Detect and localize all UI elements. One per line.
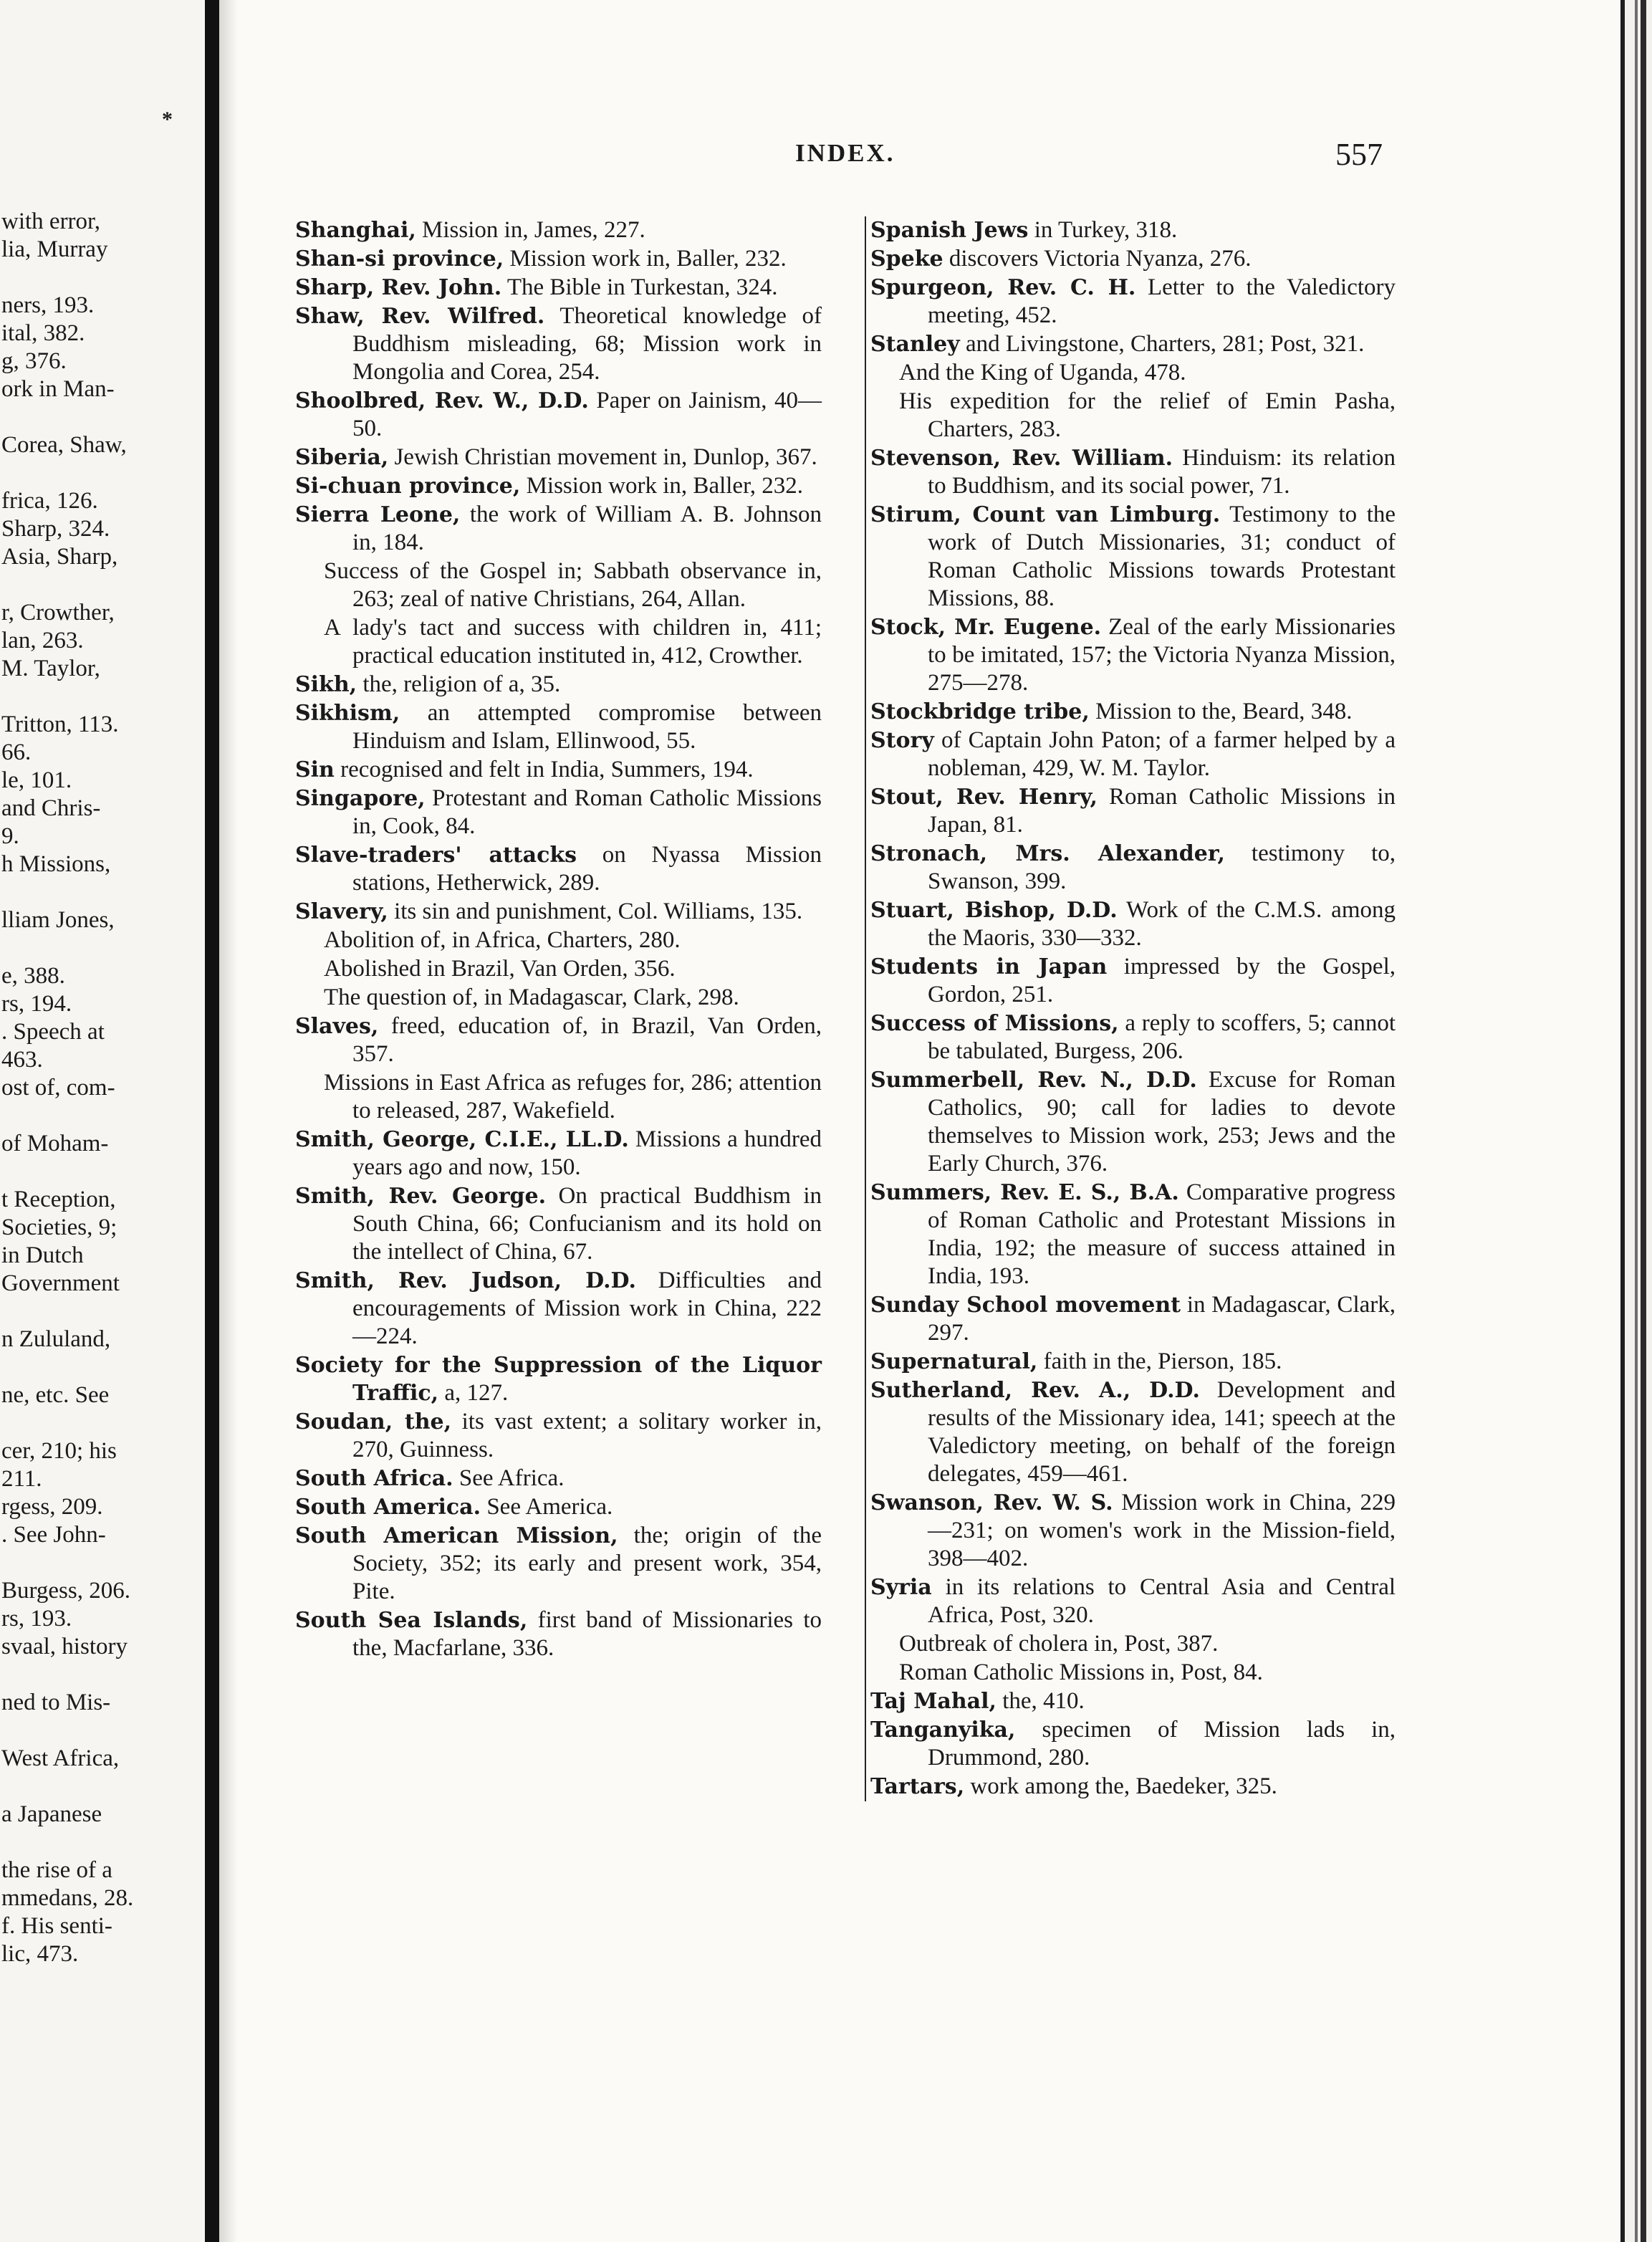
- facing-page-line: 9.: [1, 823, 19, 849]
- entry-text: Outbreak of cholera in, Post, 387.: [899, 1631, 1219, 1657]
- entry-heading: Success of Missions,: [870, 1011, 1119, 1036]
- entry-heading: Shanghai,: [295, 218, 416, 243]
- facing-page-fragment: [0, 0, 205, 2242]
- entry-heading: Syria: [870, 1575, 932, 1600]
- facing-page-line: [1, 403, 205, 431]
- index-subentry: [870, 359, 1396, 387]
- facing-page-line: [1, 1158, 205, 1186]
- entry-text: and Livingstone, Charters, 281; Post, 321.: [965, 331, 1365, 357]
- entry-text: Paper on Jainism, 40—50.: [352, 388, 822, 441]
- entry-heading: Slaves,: [295, 1014, 379, 1039]
- entry-heading: Students in Japan: [870, 954, 1108, 979]
- entry-text: Roman Catholic Missions in, Post, 84.: [899, 1659, 1263, 1685]
- facing-page-line: . See John-: [1, 1522, 106, 1548]
- entry-text: Mission work in, Baller, 232.: [526, 473, 803, 499]
- entry-heading: Slave-traders' attacks: [295, 843, 577, 868]
- facing-page-line: ners, 193.: [1, 292, 95, 318]
- facing-page-line: [1, 1549, 205, 1577]
- index-entry: [870, 698, 1396, 726]
- facing-page-line: ne, etc. See: [1, 1382, 110, 1408]
- entry-text: The Bible in Turkestan, 324.: [506, 274, 778, 300]
- entry-text: Testimony to the work of Dutch Missionaries, 31; conduct of Roman Catholic Missions towards Protestant Missions, 88.: [928, 502, 1396, 611]
- entry-text: Abolition of, in Africa, Charters, 280.: [324, 927, 681, 953]
- entry-text: Theoretical knowledge of Buddhism misleading, 68; Mission work in Mongolia and Corea, 254.: [352, 303, 822, 385]
- index-entry: [295, 1522, 822, 1606]
- index-entry: [870, 840, 1396, 896]
- entry-heading: Stronach, Mrs. Alexander,: [870, 841, 1225, 866]
- index-entry: [870, 1573, 1396, 1629]
- entry-heading: Sin: [295, 757, 335, 782]
- entry-heading: Stuart, Bishop, D.D.: [870, 898, 1118, 923]
- facing-page-line: a Japanese: [1, 1801, 102, 1827]
- entry-heading: Si-chuan province,: [295, 474, 521, 499]
- index-subentry: [295, 1069, 822, 1125]
- entry-text: the, religion of a, 35.: [362, 671, 561, 697]
- index-entry: [870, 1179, 1396, 1290]
- index-entry: [295, 302, 822, 386]
- facing-page-line: n Zululand,: [1, 1326, 111, 1352]
- facing-page-line: [1, 264, 205, 292]
- entry-text: in Madagascar, Clark, 297.: [928, 1292, 1396, 1346]
- book-spine: [205, 0, 219, 2242]
- entry-text: Missions in East Africa as refuges for, 286; attention to released, 287, Wakefield.: [324, 1070, 822, 1124]
- entry-text: His expedition for the relief of Emin Pasha, Charters, 283.: [899, 388, 1396, 442]
- facing-page-line: g, 376.: [1, 348, 67, 374]
- entry-heading: South America.: [295, 1495, 481, 1520]
- facing-page-line: M. Taylor,: [1, 656, 100, 681]
- entry-text: Zeal of the early Missionaries to be imitated, 157; the Victoria Nyanza Mission, 275—278.: [928, 614, 1396, 696]
- entry-text: freed, education of, in Brazil, Van Orden, 357.: [352, 1013, 822, 1067]
- entry-text: a reply to scoffers, 5; cannot be tabulated, Burgess, 206.: [928, 1010, 1396, 1064]
- facing-page-line: [1, 1773, 205, 1801]
- entry-text: on Nyassa Mission stations, Hetherwick, 289.: [352, 842, 822, 896]
- index-entry: [870, 501, 1396, 613]
- facing-page-line: 211.: [1, 1466, 42, 1492]
- index-entry: [870, 1687, 1396, 1715]
- facing-page-line: rgess, 209.: [1, 1494, 103, 1520]
- facing-page-line: lic, 473.: [1, 1941, 79, 1967]
- index-entry: [295, 1267, 822, 1351]
- index-subentry: [870, 1630, 1396, 1658]
- index-entry: [295, 501, 822, 557]
- page-edge: [1620, 0, 1652, 2242]
- index-entry: [295, 756, 822, 784]
- facing-page-line: [1, 1829, 205, 1857]
- entry-text: recognised and felt in India, Summers, 194.: [340, 757, 754, 782]
- facing-page-line: in Dutch: [1, 1242, 84, 1268]
- index-entry: [870, 1010, 1396, 1065]
- index-entry: [295, 444, 822, 471]
- edge-line: [1620, 0, 1625, 2242]
- facing-page-line: cer, 210; his: [1, 1438, 117, 1464]
- facing-page-line: [1, 683, 205, 711]
- facing-page-line: of Moham-: [1, 1131, 109, 1156]
- entry-text: Abolished in Brazil, Van Orden, 356.: [324, 956, 676, 982]
- entry-text: faith in the, Pierson, 185.: [1043, 1348, 1282, 1374]
- entry-text: its vast extent; a solitary worker in, 270, Guinness.: [352, 1409, 822, 1462]
- running-head: INDEX.: [795, 139, 895, 167]
- entry-heading: Spurgeon, Rev. C. H.: [870, 275, 1136, 300]
- facing-page-line: lliam Jones,: [1, 907, 115, 933]
- entry-text: Development and results of the Missionary idea, 141; speech at the Valedictory meeting, on behalf of the foreign delegates, 459—461.: [928, 1377, 1396, 1487]
- entry-text: the work of William A. B. Johnson in, 184.: [352, 502, 822, 555]
- entry-heading: Stout, Rev. Henry,: [870, 785, 1098, 810]
- entry-text: testimony to, Swanson, 399.: [928, 840, 1396, 894]
- entry-heading: Sikhism,: [295, 701, 400, 726]
- facing-page-line: [1, 571, 205, 599]
- index-entry: [295, 387, 822, 443]
- entry-heading: Stevenson, Rev. William.: [870, 446, 1173, 471]
- facing-page-line: ned to Mis-: [1, 1690, 111, 1715]
- facing-page-line: rs, 194.: [1, 991, 72, 1017]
- entry-heading: South Sea Islands,: [295, 1608, 528, 1633]
- facing-page-line: Sharp, 324.: [1, 516, 110, 542]
- index-entry: [295, 841, 822, 897]
- index-entry: [870, 216, 1396, 244]
- entry-heading: Sharp, Rev. John.: [295, 275, 502, 300]
- entry-heading: Stock, Mr. Eugene.: [870, 615, 1102, 640]
- index-entry: [295, 1182, 822, 1266]
- facing-page-line: t Reception,: [1, 1187, 116, 1212]
- entry-heading: Summers, Rev. E. S., B.A.: [870, 1180, 1179, 1205]
- entry-heading: Tartars,: [870, 1774, 965, 1799]
- entry-text: A lady's tact and success with children in, 411; practical education instituted in, 412, Crowther.: [324, 615, 822, 669]
- facing-page-line: mmedans, 28.: [1, 1885, 134, 1911]
- index-entry: [870, 613, 1396, 697]
- entry-heading: Swanson, Rev. W. S.: [870, 1490, 1113, 1515]
- index-entry: [870, 953, 1396, 1009]
- facing-page-line: f. His senti-: [1, 1913, 112, 1939]
- index-column-left: [295, 216, 822, 1663]
- index-entry: [870, 727, 1396, 782]
- entry-heading: Taj Mahal,: [870, 1689, 997, 1714]
- entry-text: Excuse for Roman Catholics, 90; call for ladies to devote themselves to Mission work, 253; Jews and the Early Church, 376.: [928, 1067, 1396, 1177]
- facing-page-line: 463.: [1, 1047, 43, 1073]
- index-entry: [295, 1606, 822, 1662]
- corner-mark: *: [162, 107, 173, 131]
- entry-heading: Slavery,: [295, 899, 388, 924]
- entry-heading: Sutherland, Rev. A., D.D.: [870, 1378, 1200, 1403]
- index-entry: [295, 699, 822, 755]
- entry-text: Protestant and Roman Catholic Missions in, Cook, 84.: [352, 785, 822, 839]
- facing-page-line: the rise of a: [1, 1857, 112, 1883]
- entry-heading: Soudan, the,: [295, 1409, 452, 1434]
- facing-page-line: [1, 1102, 205, 1130]
- entry-text: specimen of Mission lads in, Drummond, 280.: [928, 1717, 1396, 1771]
- facing-page-line: with error,: [1, 209, 100, 234]
- facing-page-line: Tritton, 113.: [1, 712, 119, 737]
- facing-page-line: Government: [1, 1270, 120, 1296]
- index-entry: [870, 245, 1396, 273]
- index-column-right: [865, 216, 1396, 1801]
- index-subentry: [295, 614, 822, 670]
- entry-text: Mission in, James, 227.: [422, 217, 645, 243]
- index-entry: [870, 1489, 1396, 1573]
- entry-text: in Turkey, 318.: [1034, 217, 1178, 243]
- index-entry: [870, 1716, 1396, 1772]
- index-subentry: [870, 1659, 1396, 1687]
- index-entry: [295, 1408, 822, 1464]
- entry-text: Work of the C.M.S. among the Maoris, 330—332.: [928, 897, 1396, 951]
- entry-text: See America.: [486, 1494, 613, 1520]
- facing-page-line: Corea, Shaw,: [1, 432, 127, 458]
- facing-page-line: [1, 459, 205, 487]
- index-entry: [870, 1348, 1396, 1376]
- entry-text: Mission work in China, 229—231; on women's work in the Mission-field, 398—402.: [928, 1490, 1396, 1571]
- facing-page-line: svaal, history: [1, 1634, 128, 1659]
- entry-text: Comparative progress of Roman Catholic and Protestant Missions in India, 192; the measure of success attained in India, 193.: [928, 1179, 1396, 1289]
- facing-page-line: r, Crowther,: [1, 600, 115, 626]
- entry-text: its sin and punishment, Col. Williams, 135.: [394, 899, 803, 924]
- facing-page-line: [1, 1298, 205, 1326]
- entry-text: Mission work in, Baller, 232.: [509, 246, 787, 272]
- index-subentry: [295, 984, 822, 1012]
- facing-page-line: ital, 382.: [1, 320, 85, 346]
- entry-text: Success of the Gospel in; Sabbath observance in, 263; zeal of native Christians, 264, Allan.: [324, 558, 822, 612]
- entry-text: the, 410.: [1002, 1688, 1085, 1714]
- entry-heading: Sikh,: [295, 672, 357, 697]
- facing-page-line: [1, 1354, 205, 1381]
- entry-text: the; origin of the Society, 352; its early and present work, 354, Pite.: [352, 1523, 822, 1604]
- index-entry: [295, 785, 822, 840]
- facing-page-line: 66.: [1, 739, 32, 765]
- entry-text: impressed by the Gospel, Gordon, 251.: [928, 954, 1396, 1007]
- index-entry: [295, 1493, 822, 1521]
- index-entry: [295, 1351, 822, 1407]
- entry-heading: Speke: [870, 246, 943, 272]
- entry-text: Hinduism: its relation to Buddhism, and its social power, 71.: [928, 445, 1396, 499]
- entry-heading: Shoolbred, Rev. W., D.D.: [295, 388, 589, 413]
- index-entry: [295, 216, 822, 244]
- index-entry: [870, 444, 1396, 500]
- index-entry: [295, 1465, 822, 1493]
- index-entry: [870, 1066, 1396, 1178]
- facing-page-line: lia, Murray: [1, 236, 108, 262]
- index-entry: [870, 896, 1396, 952]
- facing-page-line: frica, 126.: [1, 488, 98, 514]
- facing-page-line: h Missions,: [1, 851, 111, 877]
- index-entry: [870, 1376, 1396, 1488]
- facing-page-line: e, 388.: [1, 963, 65, 989]
- index-entry: [870, 783, 1396, 839]
- edge-line: [1641, 0, 1646, 2242]
- index-subentry: [295, 955, 822, 983]
- entry-heading: Stanley: [870, 332, 960, 357]
- facing-page-line: [1, 1661, 205, 1689]
- entry-heading: Spanish Jews: [870, 218, 1029, 243]
- entry-text: an attempted compromise between Hinduism and Islam, Ellinwood, 55.: [352, 700, 822, 754]
- facing-page-line: ork in Man-: [1, 376, 115, 402]
- entry-text: of Captain John Paton; of a farmer helped by a nobleman, 429, W. M. Taylor.: [928, 727, 1396, 781]
- entry-heading: Sierra Leone,: [295, 502, 461, 527]
- entry-heading: Shan-si province,: [295, 246, 504, 272]
- entry-text: Letter to the Valedictory meeting, 452.: [928, 274, 1396, 328]
- entry-heading: Sunday School movement: [870, 1293, 1181, 1318]
- index-entry: [295, 898, 822, 926]
- index-entry: [870, 1291, 1396, 1347]
- index-entry: [295, 671, 822, 699]
- facing-page-line: [1, 878, 205, 906]
- entry-heading: Siberia,: [295, 445, 389, 470]
- entry-heading: Smith, Rev. George.: [295, 1184, 547, 1209]
- page-number: 557: [1335, 137, 1383, 172]
- entry-text: Mission to the, Beard, 348.: [1095, 699, 1353, 724]
- facing-page-line: Societies, 9;: [1, 1215, 117, 1240]
- entry-heading: Society for the Suppression of the Liquor Traffic,: [295, 1353, 822, 1406]
- facing-page-line: Burgess, 206.: [1, 1578, 130, 1604]
- entry-heading: South American Mission,: [295, 1523, 618, 1548]
- entry-heading: Singapore,: [295, 786, 426, 811]
- index-entry: [295, 274, 822, 302]
- entry-text: first band of Missionaries to the, Macfarlane, 336.: [352, 1607, 822, 1661]
- entry-text: in its relations to Central Asia and Central Africa, Post, 320.: [928, 1574, 1396, 1628]
- index-entry: [295, 1012, 822, 1068]
- edge-line: [1635, 0, 1638, 2242]
- spine-shadow: [219, 0, 238, 2242]
- page-header: [795, 136, 1383, 179]
- index-entry: [870, 274, 1396, 330]
- entry-heading: Supernatural,: [870, 1349, 1038, 1374]
- facing-page-line: [1, 1717, 205, 1745]
- facing-page-line: . Speech at: [1, 1019, 105, 1045]
- entry-text: discovers Victoria Nyanza, 276.: [949, 246, 1252, 272]
- entry-heading: Tanganyika,: [870, 1718, 1016, 1743]
- entry-text: Missions a hundred years ago and now, 150.: [352, 1126, 822, 1180]
- facing-page-line: [1, 934, 205, 962]
- facing-page-line: West Africa,: [1, 1745, 120, 1771]
- entry-heading: Story: [870, 728, 934, 753]
- facing-page-line: [1, 1409, 205, 1437]
- entry-text: On practical Buddhism in South China, 66; Confucianism and its hold on the intellect of China, 67.: [352, 1183, 822, 1265]
- facing-page-lines: [1, 208, 205, 1968]
- index-entry: [295, 472, 822, 500]
- entry-text: See Africa.: [458, 1465, 565, 1491]
- entry-text: Jewish Christian movement in, Dunlop, 367.: [394, 444, 817, 470]
- facing-page-line: le, 101.: [1, 767, 72, 793]
- entry-heading: Smith, George, C.I.E., LL.D.: [295, 1127, 629, 1152]
- entry-heading: Smith, Rev. Judson, D.D.: [295, 1268, 636, 1293]
- index-entry: [295, 245, 822, 273]
- entry-heading: Stirum, Count van Limburg.: [870, 502, 1221, 527]
- entry-text: Difficulties and encouragements of Mission work in China, 222—224.: [352, 1268, 822, 1349]
- entry-text: a, 127.: [444, 1380, 509, 1406]
- facing-page-line: rs, 193.: [1, 1606, 72, 1632]
- index-entry: [870, 1773, 1396, 1801]
- entry-heading: Shaw, Rev. Wilfred.: [295, 304, 545, 329]
- entry-heading: Stockbridge tribe,: [870, 699, 1090, 724]
- entry-heading: Summerbell, Rev. N., D.D.: [870, 1068, 1197, 1093]
- entry-text: Roman Catholic Missions in Japan, 81.: [928, 784, 1396, 838]
- entry-text: The question of, in Madagascar, Clark, 298.: [324, 985, 739, 1010]
- index-subentry: [870, 388, 1396, 444]
- index-subentry: [295, 926, 822, 954]
- index-subentry: [295, 557, 822, 613]
- facing-page-line: Asia, Sharp,: [1, 544, 118, 570]
- entry-text: And the King of Uganda, 478.: [899, 360, 1186, 385]
- facing-page-line: and Chris-: [1, 795, 101, 821]
- index-entry: [295, 1126, 822, 1182]
- entry-text: work among the, Baedeker, 325.: [970, 1773, 1277, 1799]
- facing-page-line: lan, 263.: [1, 628, 84, 653]
- entry-heading: South Africa.: [295, 1466, 453, 1491]
- index-entry: [870, 330, 1396, 358]
- facing-page-line: ost of, com-: [1, 1075, 115, 1101]
